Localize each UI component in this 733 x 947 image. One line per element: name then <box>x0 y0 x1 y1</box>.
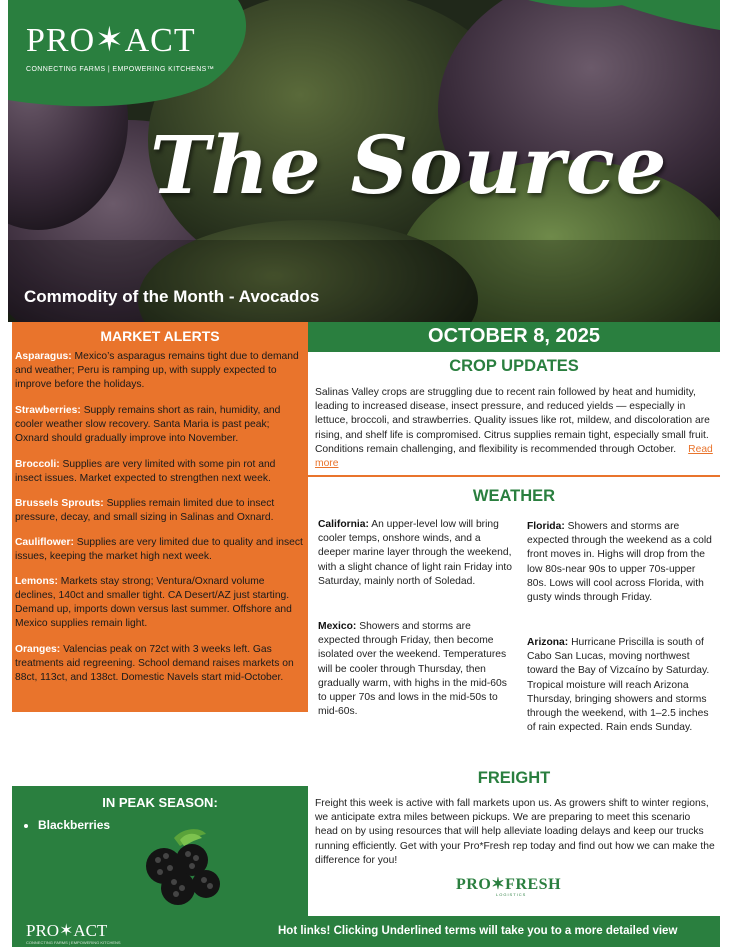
alert-text: Supplies remain limited due to insect pressure, decay, and small sizing in Salinas and Oxnard. <box>15 498 275 523</box>
peak-season-heading: IN PEAK SEASON: <box>102 795 218 810</box>
crop-updates-text <box>315 386 715 471</box>
freight-heading: FREIGHT <box>477 769 551 787</box>
weather-mexico <box>318 620 514 719</box>
crop-updates-body: Salinas Valley crops are struggling due to recent rain followed by heat and humidity, leading to increased disease, insect pressure, and reduced yields — especially in lettuce, broccoli, and strawberries. Quality issues like rot, mildew, and discoloration are rising, and shelf life is compromised. Citrus supplies remain tight, especially small fruit. Conditions remain challenging, and flexibility is recommended through October. <box>315 387 710 455</box>
crop-updates-heading: CROP UPDATES <box>449 357 579 375</box>
alert-broccoli <box>15 458 305 486</box>
weather-text: Showers and storms are expected through the weekend as a cold front moves in. Highs will drop from the low 80s-near 90s to upper 70s-upper 80s. Lows will cool across Florida, with gusty winds through Friday. <box>527 521 712 604</box>
footer-tagline: CONNECTING FARMS | EMPOWERING KITCHENS <box>26 940 121 945</box>
alert-text: Supplies are very limited with some pin rot and insect issues. Market expected to strengthen next week. <box>15 459 276 484</box>
profresh-logo-text: PRO✶FRESH <box>456 876 562 893</box>
market-alerts-panel <box>12 322 308 712</box>
alert-label[interactable]: Strawberries: <box>15 405 81 416</box>
weather-arizona <box>527 636 717 735</box>
read-more-link[interactable]: Read more <box>315 443 713 470</box>
weather-text: Showers and storms are expected through Friday, then become isolated over the weekend. Temperatures will be cooler through Thursday, then gradually warm, with highs in the mid-60s to upper 70s and lows in the mid-50s to mid-60s. <box>318 621 507 718</box>
alert-text: Supply remains short as rain, humidity, and cooler weather slow recovery. Santa Maria is past peak; Oxnard should gradually improve into November. <box>15 405 281 444</box>
weather-label[interactable]: Mexico: <box>318 621 357 632</box>
issue-date: OCTOBER 8, 2025 <box>428 325 600 347</box>
alert-cauliflower <box>15 536 305 564</box>
market-alerts-heading: MARKET ALERTS <box>100 328 220 344</box>
alert-label[interactable]: Oranges: <box>15 644 61 655</box>
footer-logo: PRO✶ACT <box>26 921 108 940</box>
alert-lemons <box>15 575 305 631</box>
alert-asparagus <box>15 350 305 392</box>
alert-text: Markets stay strong; Ventura/Oxnard volume declines, 140ct and smaller tight. CA Desert/AZ just starting. Demand up, imports down versus last summer. Offshore and Mexico supplies remain light. <box>15 576 292 629</box>
hero-banner <box>8 0 720 322</box>
alert-text: Valencias peak on 72ct with 3 weeks left. Gas treatments aid regreening. School demand raises markets on 88ct, 113ct, and 138ct. Domestic Navels start mid-October. <box>15 644 294 683</box>
weather-label[interactable]: Florida: <box>527 521 565 532</box>
profresh-logo-sub: LOGISTICS <box>496 892 527 897</box>
alert-label[interactable]: Cauliflower: <box>15 537 74 548</box>
alert-text: Supplies are very limited due to quality and insect issues, keeping the market high next week. <box>15 537 303 562</box>
profresh-logo <box>456 874 576 896</box>
alert-oranges <box>15 643 305 685</box>
alert-strawberries <box>15 404 305 446</box>
brand-tagline: CONNECTING FARMS | EMPOWERING KITCHENS™ <box>26 66 215 73</box>
alert-label[interactable]: Broccoli: <box>15 459 60 470</box>
alert-label[interactable]: Lemons: <box>15 576 58 587</box>
hot-links-note: Hot links! Clicking Underlined terms will take you to a more detailed view <box>278 925 678 937</box>
newsletter-title: The Source <box>150 118 668 212</box>
weather-florida <box>527 520 717 605</box>
peak-item-blackberries[interactable]: • Blackberries <box>38 818 308 832</box>
peak-season-panel <box>12 786 308 916</box>
weather-label[interactable]: Arizona: <box>527 637 569 648</box>
weather-california <box>318 518 514 589</box>
blackberries-image <box>134 826 224 906</box>
weather-heading: WEATHER <box>472 487 556 505</box>
section-divider <box>308 475 720 477</box>
alert-text: Mexico’s asparagus remains tight due to demand and weather; Peru is ramping up, with supply expected to improve before the holidays. <box>15 351 299 390</box>
weather-text: Hurricane Priscilla is south of Cabo San Lucas, moving northwest toward the Bay of Vizcaíno by Saturday. Tropical moisture will reach Arizona Thursday, bringing showers and storms through the weekend, with 1–2.5 inches of rain expected. Rain ends Sunday. <box>527 637 710 734</box>
commodity-of-month: Commodity of the Month - Avocados <box>24 287 320 306</box>
footer-bar <box>12 916 720 947</box>
alert-label[interactable]: Brussels Sprouts: <box>15 498 104 509</box>
freight-text: Freight this week is active with fall markets upon us. As growers shift to winter regions, we anticipate extra miles between pickups. We are preparing to meet this scenario head on by using resources that will help alleviate loading delays and keep our trucks running efficiently. Get with your Pro*Fresh rep today and find out how we can make the difference for you! <box>315 798 715 866</box>
date-banner <box>308 322 720 352</box>
alert-label[interactable]: Asparagus: <box>15 351 72 362</box>
weather-label[interactable]: California: <box>318 519 369 530</box>
alert-brussels-sprouts <box>15 497 305 525</box>
weather-text: An upper-level low will bring cooler temps, onshore winds, and a deeper marine layer through the weekend, with a slight chance of light rain Friday into Saturday, mainly north of Soledad. <box>318 519 513 587</box>
proact-logo: PRO✶ACT <box>26 22 196 59</box>
